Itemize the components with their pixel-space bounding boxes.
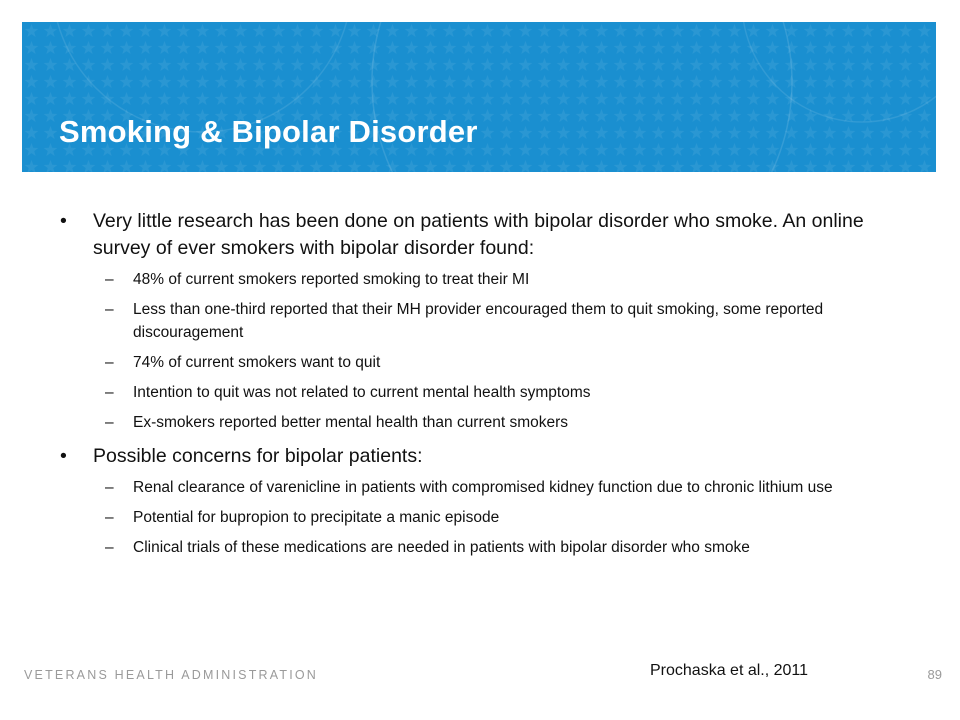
bullet-icon: • [60,445,67,467]
sub-bullet-item [58,536,898,559]
sub-bullet-item [58,476,898,499]
bullet-item [58,443,898,470]
dash-icon: – [105,271,114,288]
sub-bullet-item [58,268,898,291]
sub-bullet-item [58,381,898,404]
slide-title: Smoking & Bipolar Disorder [59,114,478,149]
sub-bullet-text: Renal clearance of varenicline in patients with compromised kidney function due to chronic lithium use [133,479,833,496]
citation: Prochaska et al., 2011 [650,662,809,679]
sub-bullet-item [58,411,898,434]
bullet-text: Very little research has been done on patients with bipolar disorder who smoke. An online survey of ever smokers with bipolar disorder found: [93,210,864,259]
page-number: 89 [927,667,942,682]
footer-organization: VETERANS HEALTH ADMINISTRATION [24,668,319,682]
title-banner [22,22,936,172]
dash-icon: – [105,301,114,318]
slide-body [58,208,898,568]
dash-icon: – [105,479,114,496]
dash-icon: – [105,414,114,431]
sub-bullet-item [58,351,898,374]
bullet-item [58,208,898,262]
sub-bullet-text: Clinical trials of these medications are needed in patients with bipolar disorder who smoke [133,539,750,556]
dash-icon: – [105,384,114,401]
dash-icon: – [105,539,114,556]
sub-bullet-text: Less than one-third reported that their MH provider encouraged them to quit smoking, some reported discouragement [133,301,824,341]
dash-icon: – [105,509,114,526]
bullet-icon: • [60,210,67,232]
sub-bullet-list [58,476,898,559]
bullet-text: Possible concerns for bipolar patients: [93,445,423,467]
dash-icon: – [105,354,114,371]
sub-bullet-text: Potential for bupropion to precipitate a manic episode [133,509,500,526]
sub-bullet-item [58,506,898,529]
sub-bullet-text: Ex-smokers reported better mental health than current smokers [133,414,569,431]
sub-bullet-item [58,298,898,344]
sub-bullet-list [58,268,898,434]
sub-bullet-text: 74% of current smokers want to quit [133,354,381,371]
sub-bullet-text: Intention to quit was not related to current mental health symptoms [133,384,591,401]
sub-bullet-text: 48% of current smokers reported smoking to treat their MI [133,271,530,288]
